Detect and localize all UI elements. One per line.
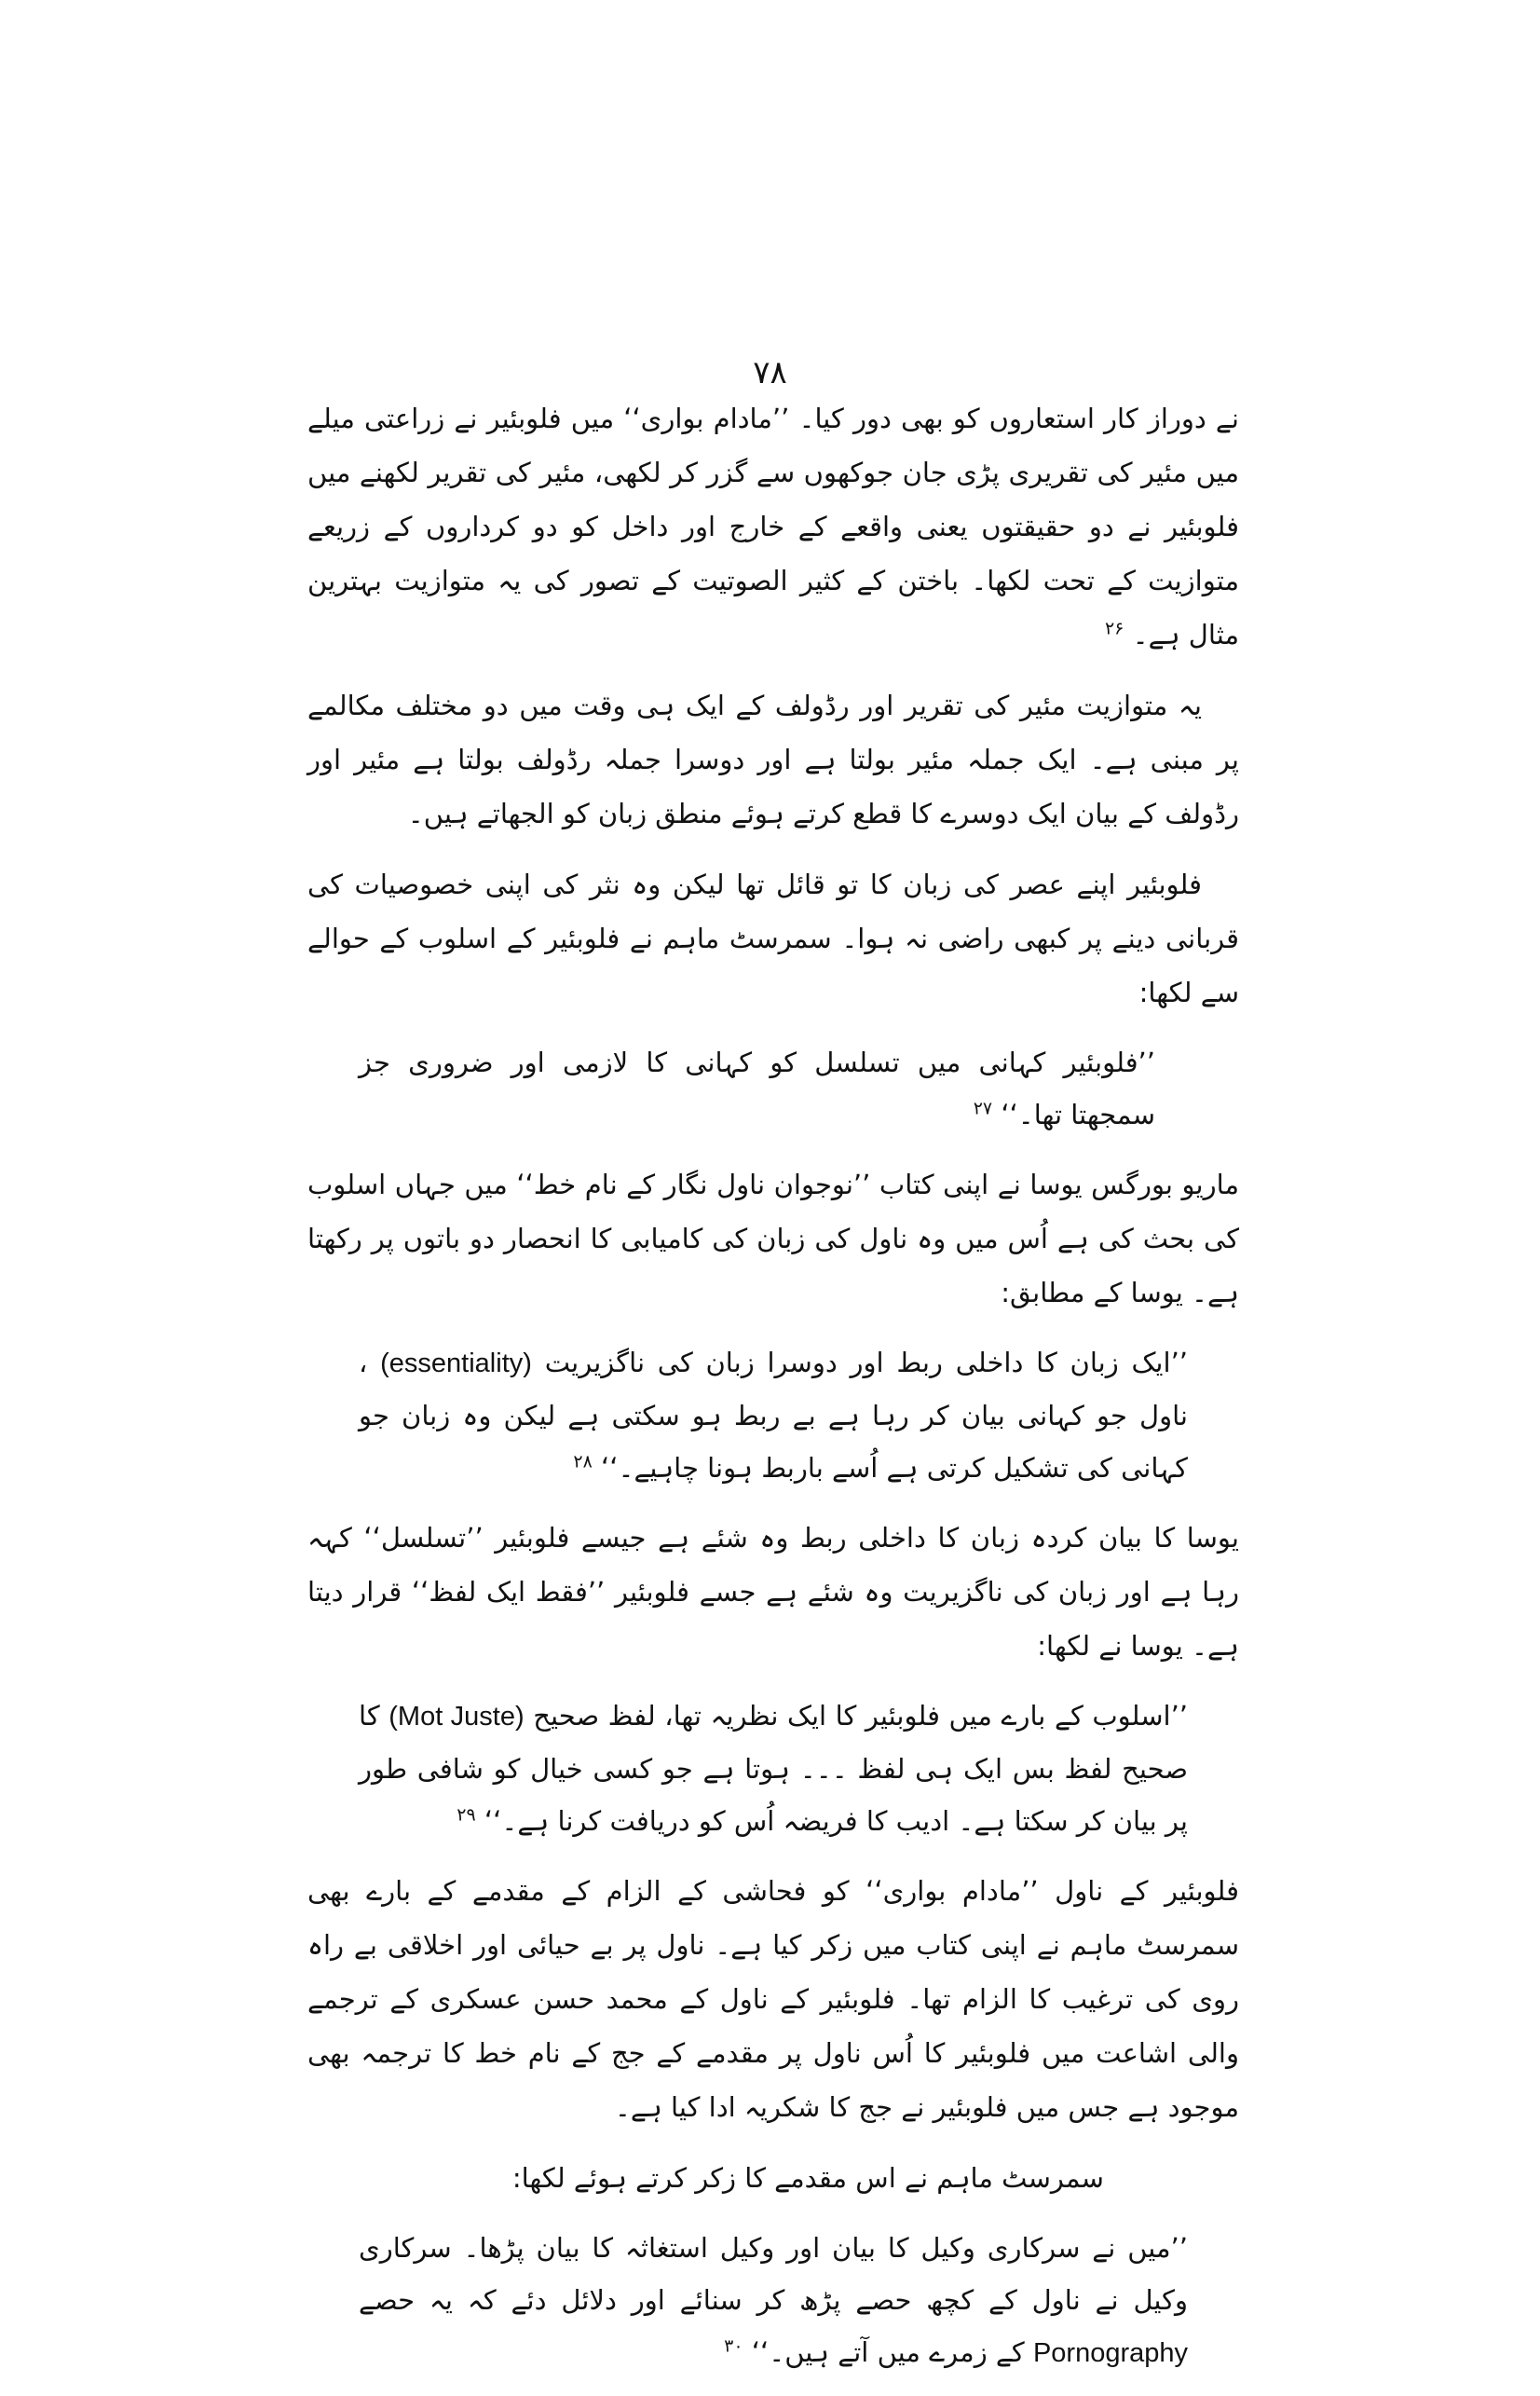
quote-text: ’’فلوبئیر کہانی میں تسلسل کو کہانی کا لازمی اور ضروری جز سمجھتا تھا۔‘‘ [359, 1047, 1155, 1130]
english-term: (essentiality) [380, 1349, 532, 1378]
paragraph-llosa-letters [307, 1157, 1239, 1320]
paragraph-bovary-fair-speech [307, 391, 1239, 662]
footnote-marker: ۲۹ [457, 1804, 476, 1826]
block-quote-prosecutor [359, 2222, 1188, 2379]
quote-text: ’’ایک زبان کا داخلی ربط اور دوسرا زبان کی ناگزیریت [544, 1347, 1189, 1378]
quote-text: ’’میں نے سرکاری وکیل کا بیان اور وکیل استغاثہ کا بیان پڑھا۔ سرکاری وکیل نے ناول کے کچھ حصے پڑھ کر سنائے اور دلائل دئے کہ یہ حصے [359, 2232, 1188, 2316]
footnote-marker: ۳۰ [724, 2335, 743, 2357]
quote-text: ، ناول جو کہانی بیان کر رہا ہے بے ربط ہو سکتی ہے لیکن وہ زبان جو کہانی کی تشکیل کرتی ہے اُسے باربط ہونا چاہیے۔‘‘ [359, 1347, 1188, 1484]
quote-text: کا صحیح لفظ بس ایک ہی لفظ ۔۔۔ ہوتا ہے جو کسی خیال کو شافی طور پر بیان کر سکتا ہے۔ ادیب کا فریضہ اُس کو دریافت کرنا ہے۔‘‘ [359, 1700, 1188, 1837]
paragraph-maugham-intro [307, 2151, 1239, 2205]
page-body [307, 391, 1239, 2396]
paragraph-text: نے دوراز کار استعاروں کو بھی دور کیا۔ ’’مادام بواری‘‘ میں فلوبئیر نے زراعتی میلے میں مئیر کی تقریری پڑی جان جوکھوں سے گزر کر لکھی، مئیر کی تقریر لکھنے میں فلوبئیر نے دو حقیقتوں یعنی واقعے کے خارج اور داخل کو دو کرداروں کے زریعے متوازیت کے تحت لکھا۔ باختن کے کثیر الصوتیت کے تصور کی یہ متوازیت بہترین مثال ہے۔ [307, 403, 1239, 650]
block-quote-maugham [359, 1036, 1155, 1141]
footnote-marker: ۲۷ [973, 1098, 993, 1119]
page-number: ۷۸ [753, 354, 787, 391]
paragraph-text: سمرسٹ ماہم نے اس مقدمے کا زکر کرتے ہوئے لکھا: [511, 2162, 1104, 2194]
paragraph-text: فلوبئیر کے ناول ’’مادام بواری‘‘ کو فحاشی کے الزام کے مقدمے کے بارے بھی سمرسٹ ماہم نے اپنی کتاب میں زکر کیا ہے۔ ناول پر بے حیائی اور اخلاقی بے راہ روی کی ترغیب کا الزام تھا۔ فلوبئیر کے ناول کے محمد حسن عسکری کے ترجمے والی اشاعت میں فلوبئیر کا اُس ناول پر مقدمے کے جج کے نام خط کا ترجمہ بھی موجود ہے جس میں فلوبئیر نے جج کا شکریہ ادا کیا ہے۔ [307, 1875, 1239, 2123]
quote-text: ’’اسلوب کے بارے میں فلوبئیر کا ایک نظریہ تھا، لفظ صحیح [533, 1700, 1189, 1732]
paragraph-obscenity-trial [307, 1864, 1239, 2134]
footnote-marker: ۲۸ [573, 1451, 593, 1472]
english-term: Pornography [1032, 2338, 1188, 2368]
paragraph-text: ماریو بورگس یوسا نے اپنی کتاب ’’نوجوان ناول نگار کے نام خط‘‘ میں جہاں اسلوب کی بحث کی ہے اُس میں وہ ناول کی زبان کی کامیابی کا انحصار دو باتوں پر رکھتا ہے۔ یوسا کے مطابق: [307, 1169, 1239, 1308]
paragraph-parallelism [307, 678, 1239, 841]
paragraph-text: فلوبئیر اپنے عصر کی زبان کا تو قائل تھا لیکن وہ نثر کی اپنی خصوصیات کی قربانی دینے پر کبھی راضی نہ ہوا۔ سمرسٹ ماہم نے فلوبئیر کے اسلوب کے حوالے سے لکھا: [307, 869, 1239, 1008]
english-term: (Mot Juste) [388, 1702, 525, 1732]
block-quote-llosa-essentiality [359, 1336, 1188, 1494]
paragraph-flaubert-prose [307, 857, 1239, 1020]
paragraph-text: یہ متوازیت مئیر کی تقریر اور رڈولف کے ایک ہی وقت میں دو مختلف مکالمے پر مبنی ہے۔ ایک جملہ مئیر بولتا ہے اور دوسرا جملہ رڈولف بولتا ہے مئیر اور رڈولف کے بیان ایک دوسرے کا قطع کرتے ہوئے منطق زبان کو الجھاتے ہیں۔ [307, 690, 1239, 829]
paragraph-text: یوسا کا بیان کردہ زبان کا داخلی ربط وہ شئے ہے جیسے فلوبئیر ’’تسلسل‘‘ کہہ رہا ہے اور زبان کی ناگزیریت وہ شئے ہے جسے فلوبئیر ’’فقط ایک لفظ‘‘ قرار دیتا ہے۔ یوسا نے لکھا: [307, 1522, 1239, 1662]
block-quote-mot-juste [359, 1690, 1188, 1847]
paragraph-llosa-coherence [307, 1511, 1239, 1673]
footnote-marker: ۲۶ [1104, 618, 1124, 639]
quote-text: کے زمرے میں آتے ہیں۔‘‘ [751, 2336, 1025, 2368]
